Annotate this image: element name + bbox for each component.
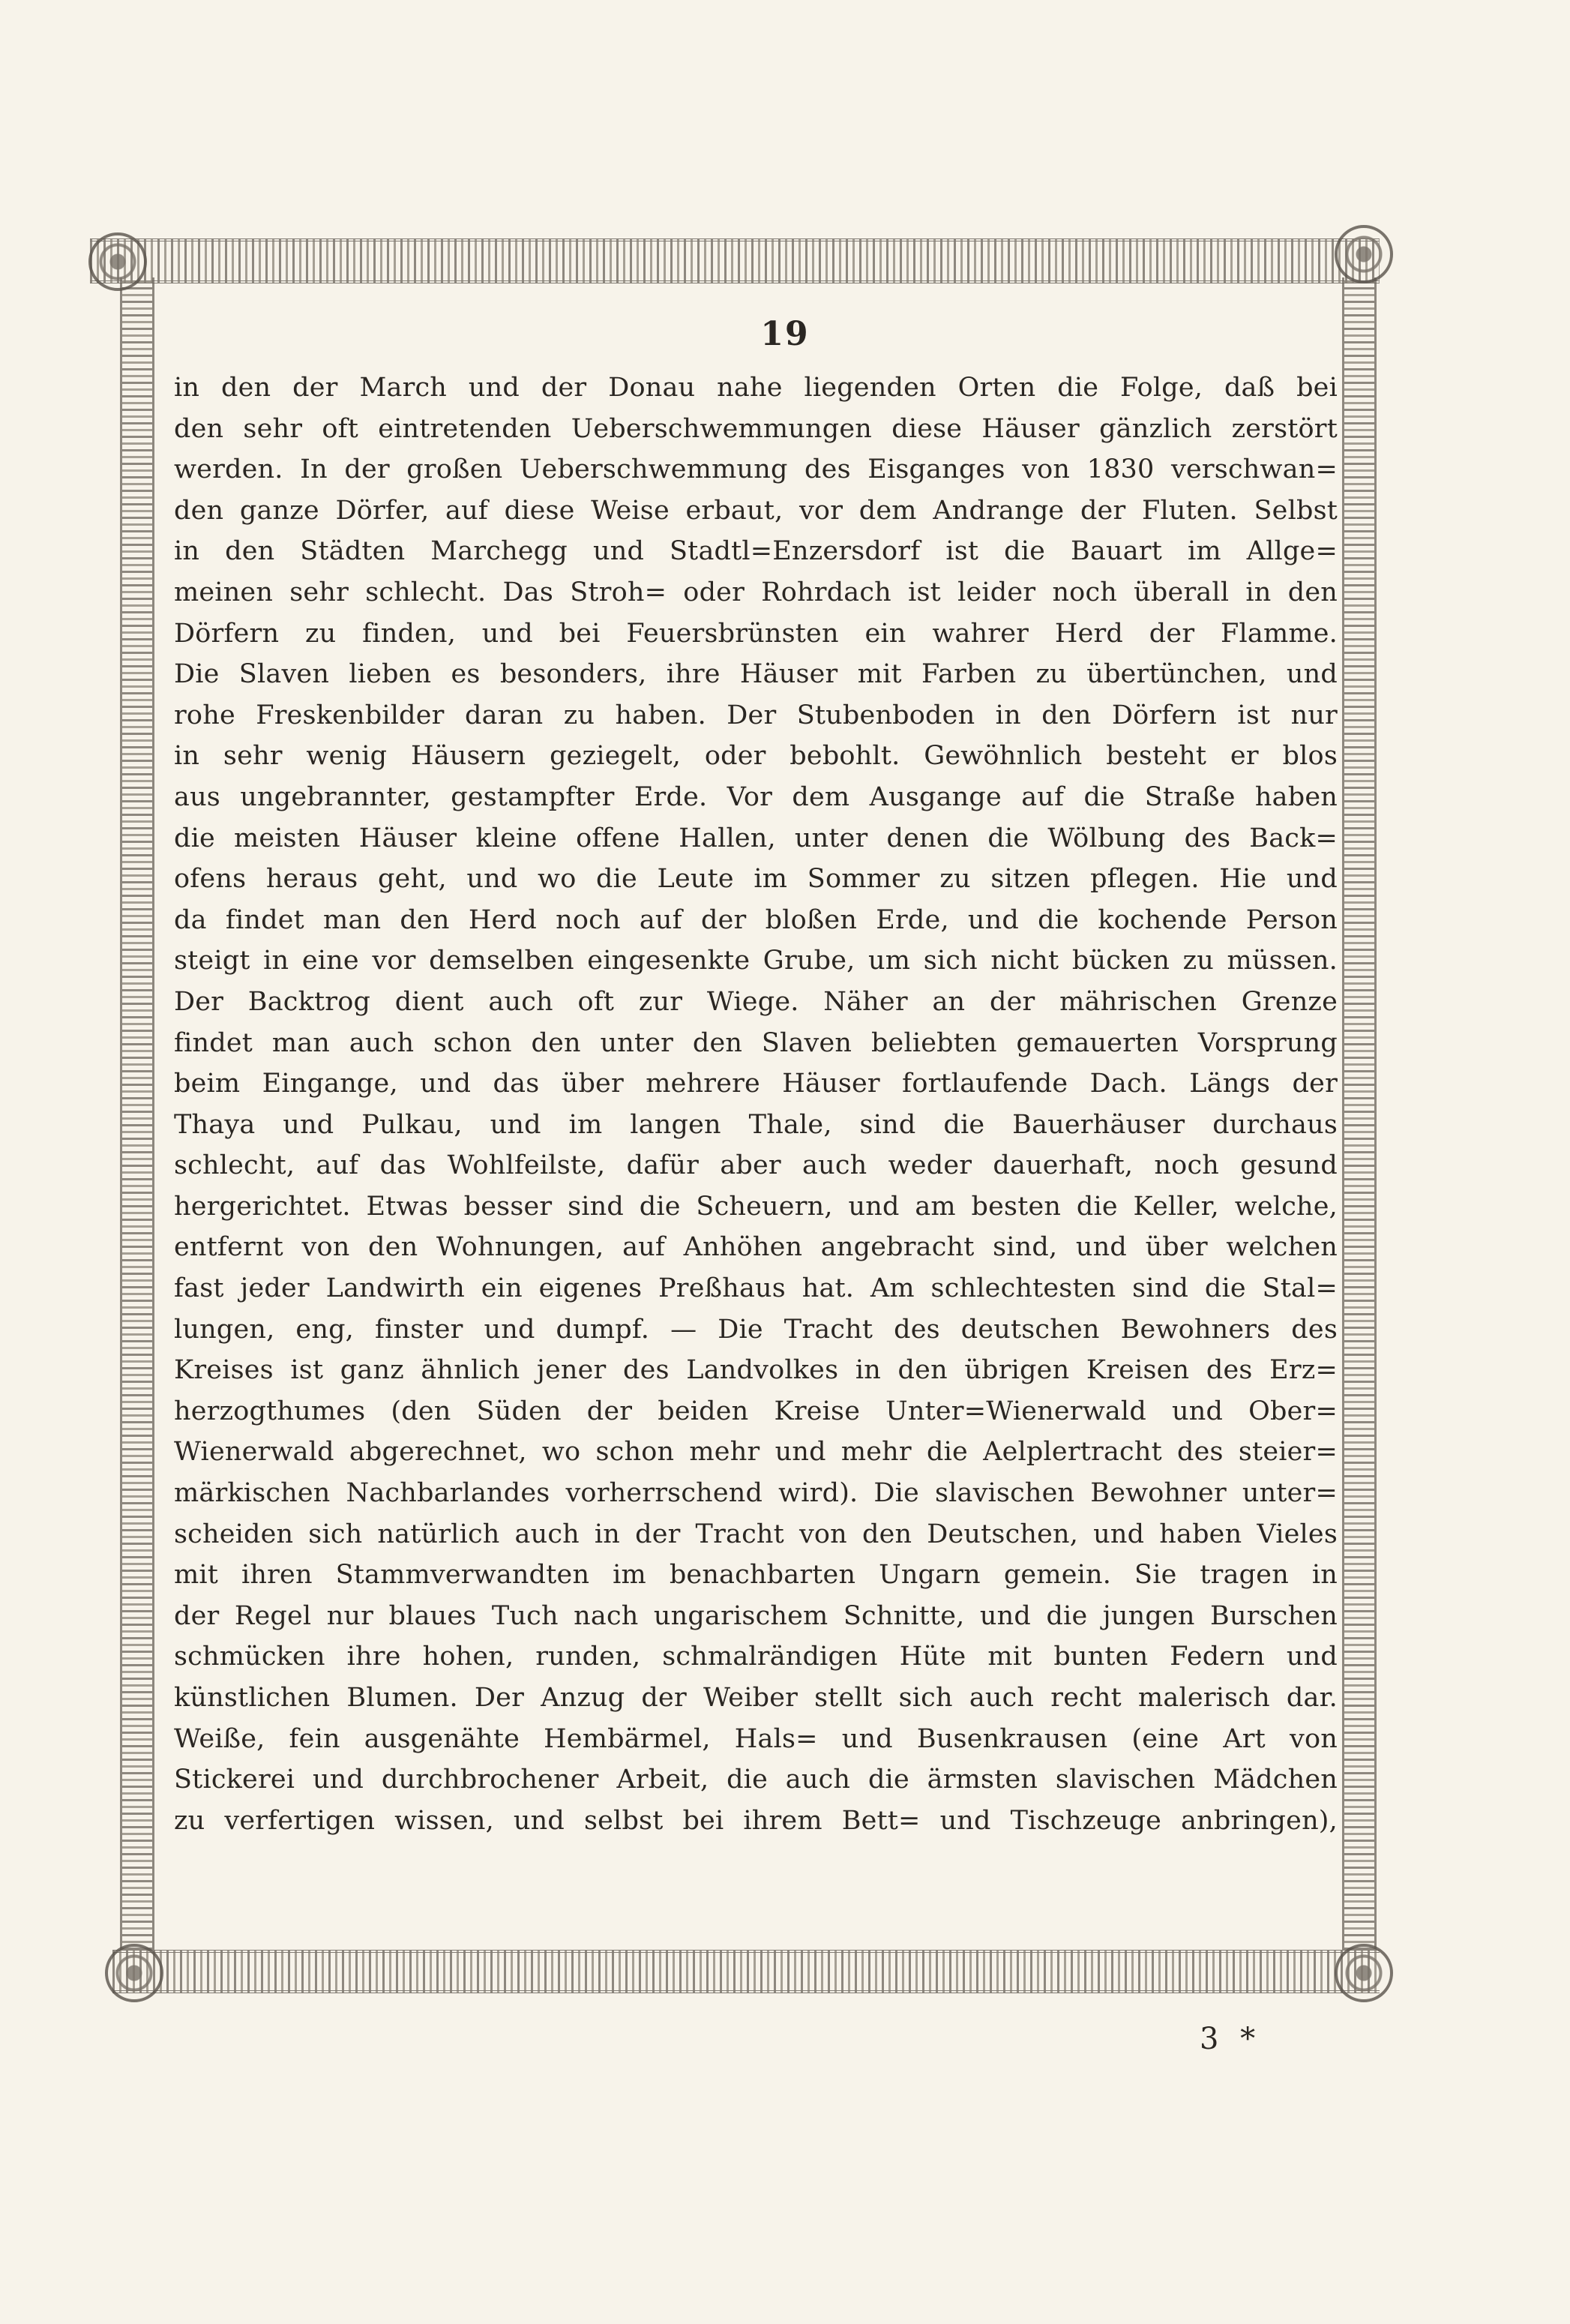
text-line: in den Städten Marchegg und Stadtl=Enzersdorf ist die Bauart im Allge= (174, 536, 1338, 567)
text-line: mit ihren Stammverwandten im benachbarten Ungarn gemein. Sie tragen in (174, 1560, 1338, 1591)
text-line: Die Slaven lieben es besonders, ihre Häuser mit Farben zu übertünchen, und (174, 659, 1338, 690)
text-line: Der Backtrog dient auch oft zur Wiege. Näher an der mährischen Grenze (174, 986, 1338, 1017)
page-number: 19 (760, 315, 810, 353)
text-line: Kreises ist ganz ähnlich jener des Landvolkes in den übrigen Kreisen des Erz= (174, 1355, 1338, 1386)
text-line: findet man auch schon den unter den Slaven beliebten gemauerten Vorsprung (174, 1027, 1338, 1058)
text-line: werden. In der großen Ueberschwemmung des Eisganges von 1830 verschwan= (174, 454, 1338, 485)
text-line: in sehr wenig Häusern geziegelt, oder bebohlt. Gewöhnlich besteht er blos (174, 741, 1338, 772)
text-line: die meisten Häuser kleine offene Hallen, unter denen die Wölbung des Back= (174, 823, 1338, 853)
text-line: meinen sehr schlecht. Das Stroh= oder Rohrdach ist leider noch überall in den (174, 577, 1338, 607)
text-line: lungen, eng, finster und dumpf. — Die Tracht des deutschen Bewohners des (174, 1314, 1338, 1345)
ornamental-border-left (120, 277, 154, 1950)
ornamental-border-right (1342, 277, 1377, 1950)
text-line: scheiden sich natürlich auch in der Tracht von den Deutschen, und haben Vieles (174, 1519, 1338, 1549)
text-line: zu verfertigen wissen, und selbst bei ihrem Bett= und Tischzeuge anbringen), (174, 1805, 1338, 1836)
text-line: künstlichen Blumen. Der Anzug der Weiber stellt sich auch recht malerisch dar. (174, 1683, 1338, 1713)
text-line: fast jeder Landwirth ein eigenes Preßhaus hat. Am schlechtesten sind die Stal= (174, 1273, 1338, 1304)
text-line: entfernt von den Wohnungen, auf Anhöhen angebracht sind, und über welchen (174, 1232, 1338, 1263)
corner-ornament-icon (105, 1944, 163, 2002)
text-line: schlecht, auf das Wohlfeilste, dafür aber auch weder dauerhaft, noch gesund (174, 1150, 1338, 1181)
corner-ornament-icon (1335, 225, 1393, 283)
text-line: aus ungebrannter, gestampfter Erde. Vor dem Ausgange auf die Straße haben (174, 781, 1338, 812)
text-line: Weiße, fein ausgenähte Hembärmel, Hals= und Busenkrausen (eine Art von (174, 1723, 1338, 1754)
text-line: in den der March und der Donau nahe liegenden Orten die Folge, daß bei (174, 373, 1338, 403)
body-text (174, 367, 1338, 1841)
text-line: ofens heraus geht, und wo die Leute im Sommer zu sitzen pflegen. Hie und (174, 864, 1338, 895)
text-line: der Regel nur blaues Tuch nach ungarischem Schnitte, und die jungen Burschen (174, 1600, 1338, 1631)
text-line: Dörfern zu finden, und bei Feuersbrünsten ein wahrer Herd der Flamme. (174, 618, 1338, 649)
text-line: steigt in eine vor demselben eingesenkte Grube, um sich nicht bücken zu müssen. (174, 946, 1338, 976)
text-line: märkischen Nachbarlandes vorherrschend wird). Die slavischen Bewohner unter= (174, 1478, 1338, 1509)
text-line: Stickerei und durchbrochener Arbeit, die auch die ärmsten slavischen Mädchen (174, 1765, 1338, 1795)
text-line: da findet man den Herd noch auf der bloßen Erde, und die kochende Person (174, 904, 1338, 935)
text-line: beim Eingange, und das über mehrere Häuser fortlaufende Dach. Längs der (174, 1069, 1338, 1099)
corner-ornament-icon (88, 232, 147, 291)
text-line: schmücken ihre hohen, runden, schmalrändigen Hüte mit bunten Federn und (174, 1642, 1338, 1672)
text-line: rohe Freskenbilder daran zu haben. Der Stubenboden in den Dörfern ist nur (174, 700, 1338, 730)
text-line: herzogthumes (den Süden der beiden Kreise Unter=Wienerwald und Ober= (174, 1396, 1338, 1426)
signature-mark: 3 * (1200, 2022, 1262, 2056)
text-line: hergerichtet. Etwas besser sind die Scheuern, und am besten die Keller, welche, (174, 1191, 1338, 1222)
text-line: den ganze Dörfer, auf diese Weise erbaut, vor dem Andrange der Fluten. Selbst (174, 495, 1338, 526)
ornamental-border-top (90, 238, 1380, 283)
corner-ornament-icon (1335, 1944, 1393, 2002)
text-line: Thaya und Pulkau, und im langen Thale, sind die Bauerhäuser durchaus (174, 1109, 1338, 1140)
text-line: den sehr oft eintretenden Ueberschwemmungen diese Häuser gänzlich zerstört (174, 413, 1338, 444)
text-line: Wienerwald abgerechnet, wo schon mehr und mehr die Aelplertracht des steier= (174, 1437, 1338, 1468)
ornamental-border-bottom (112, 1950, 1380, 1993)
